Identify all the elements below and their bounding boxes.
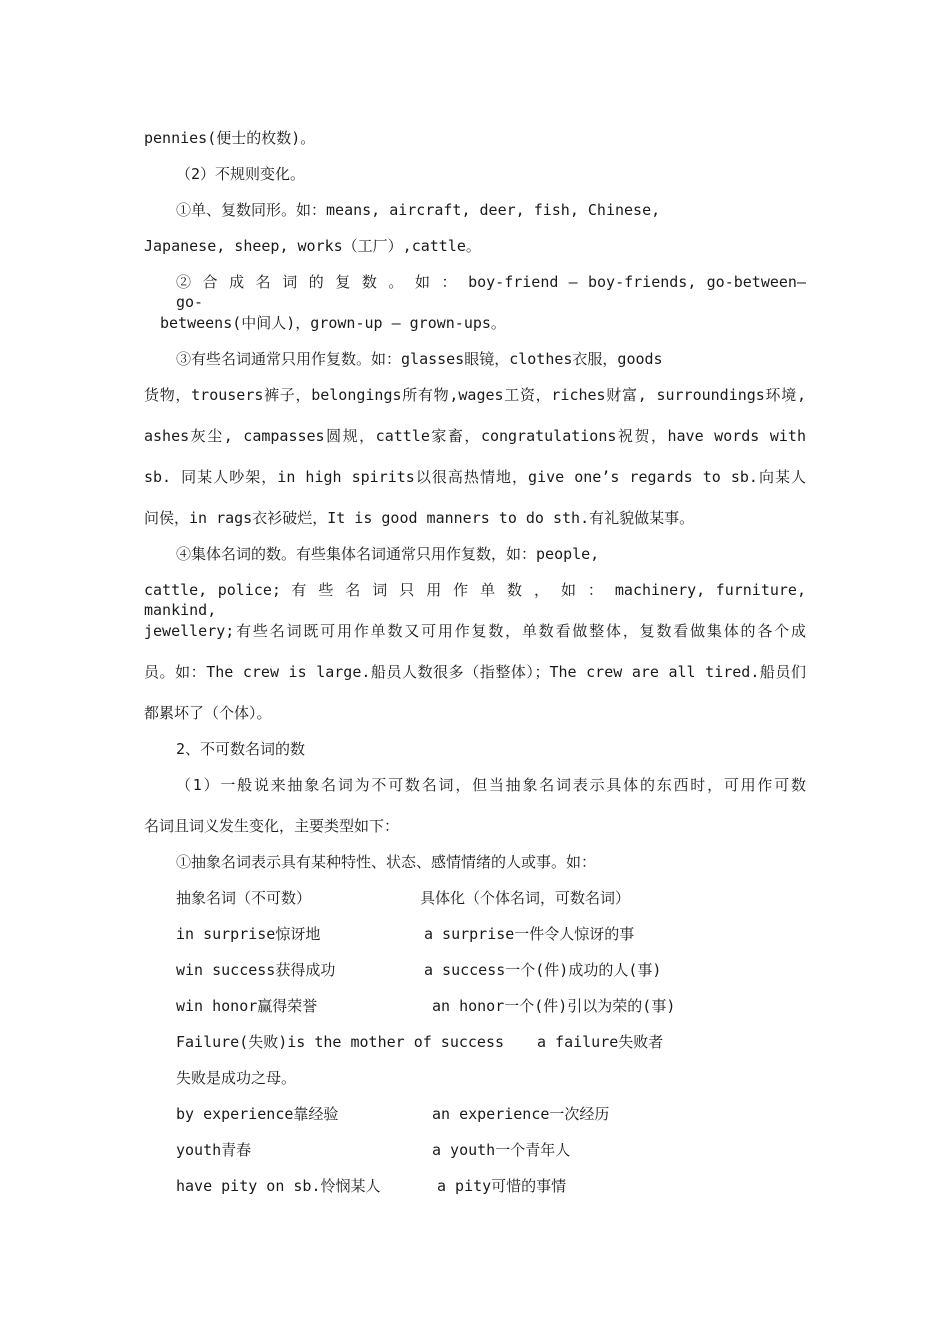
table-cell-left: Failure(失败)is the mother of success xyxy=(176,1033,505,1051)
text-line: ④集体名词的数。有些集体名词通常只用作复数，如：people, xyxy=(176,545,600,563)
text-line: 问侯，in rags衣衫破烂，It is good manners to do sth.有礼貌做某事。 xyxy=(144,509,695,527)
table-cell-right: a success一个(件)成功的人(事) xyxy=(424,961,662,979)
table-cell-left: win success获得成功 xyxy=(176,961,336,979)
table-cell-left: youth青春 xyxy=(176,1141,252,1159)
text-line: 名词且词义发生变化，主要类型如下： xyxy=(144,817,400,835)
table-cell-right: a surprise一件令人惊讶的事 xyxy=(424,925,635,943)
table-cell-right: an honor一个(件)引以为荣的(事) xyxy=(432,997,676,1015)
text-line: 货物，trousers裤子，belongings所有物,wages工资，riches财富, surroundings环境, xyxy=(144,386,806,404)
text-line: ①抽象名词表示具有某种特性、状态、感情情绪的人或事。如： xyxy=(176,853,597,871)
table-cell-left: have pity on sb.怜悯某人 xyxy=(176,1177,381,1195)
text-line: sb. 同某人吵架，in high spirits以很高热情地，give one’s regards to sb.向某人 xyxy=(144,468,806,486)
text-line: betweens(中间人)，grown-up — grown-ups。 xyxy=(160,314,506,332)
text-line: ② 合 成 名 词 的 复 数 。 如 ： boy-friend — boy-friends, go-between— go- xyxy=(176,273,806,311)
text-line: （1）一般说来抽象名词为不可数名词，但当抽象名词表示具体的东西时，可用作可数 xyxy=(176,776,806,794)
text-line: ③有些名词通常只用作复数。如：glasses眼镜，clothes衣服，goods xyxy=(176,350,663,368)
text-line: jewellery;有些名词既可用作单数又可用作复数，单数看做整体，复数看做集体的各个成 xyxy=(144,622,806,640)
table-cell-left: 失败是成功之母。 xyxy=(176,1069,297,1087)
section-heading: 2、不可数名词的数 xyxy=(176,740,306,758)
table-cell-right: 具体化（个体名词，可数名词） xyxy=(420,889,631,907)
text-line: pennies(便士的枚数)。 xyxy=(144,129,316,147)
text-line: 都累坏了（个体）。 xyxy=(144,704,272,722)
text-line: 员。如：The crew is large.船员人数很多（指整体）；The crew are all tired.船员们 xyxy=(144,663,806,681)
table-cell-right: a youth一个青年人 xyxy=(432,1141,571,1159)
table-cell-right: an experience一次经历 xyxy=(432,1105,610,1123)
text-line: ①单、复数同形。如：means, aircraft, deer, fish, Chinese, xyxy=(176,201,661,219)
table-cell-left: win honor赢得荣誉 xyxy=(176,997,318,1015)
table-cell-right: a pity可惜的事情 xyxy=(437,1177,567,1195)
table-cell-right: a failure失败者 xyxy=(537,1033,664,1051)
text-line: cattle, police; 有 些 名 词 只 用 作 单 数 ， 如 ： machinery, furniture, mankind, xyxy=(144,581,806,619)
table-cell-left: by experience靠经验 xyxy=(176,1105,339,1123)
text-line: Japanese, sheep, works（工厂）,cattle。 xyxy=(144,237,481,255)
text-line: （2）不规则变化。 xyxy=(176,165,306,183)
table-cell-left: in surprise惊讶地 xyxy=(176,925,321,943)
text-line: ashes灰尘, campasses圆规，cattle家畜，congratulations祝贺，have words with xyxy=(144,427,806,445)
table-cell-left: 抽象名词（不可数） xyxy=(176,889,312,907)
